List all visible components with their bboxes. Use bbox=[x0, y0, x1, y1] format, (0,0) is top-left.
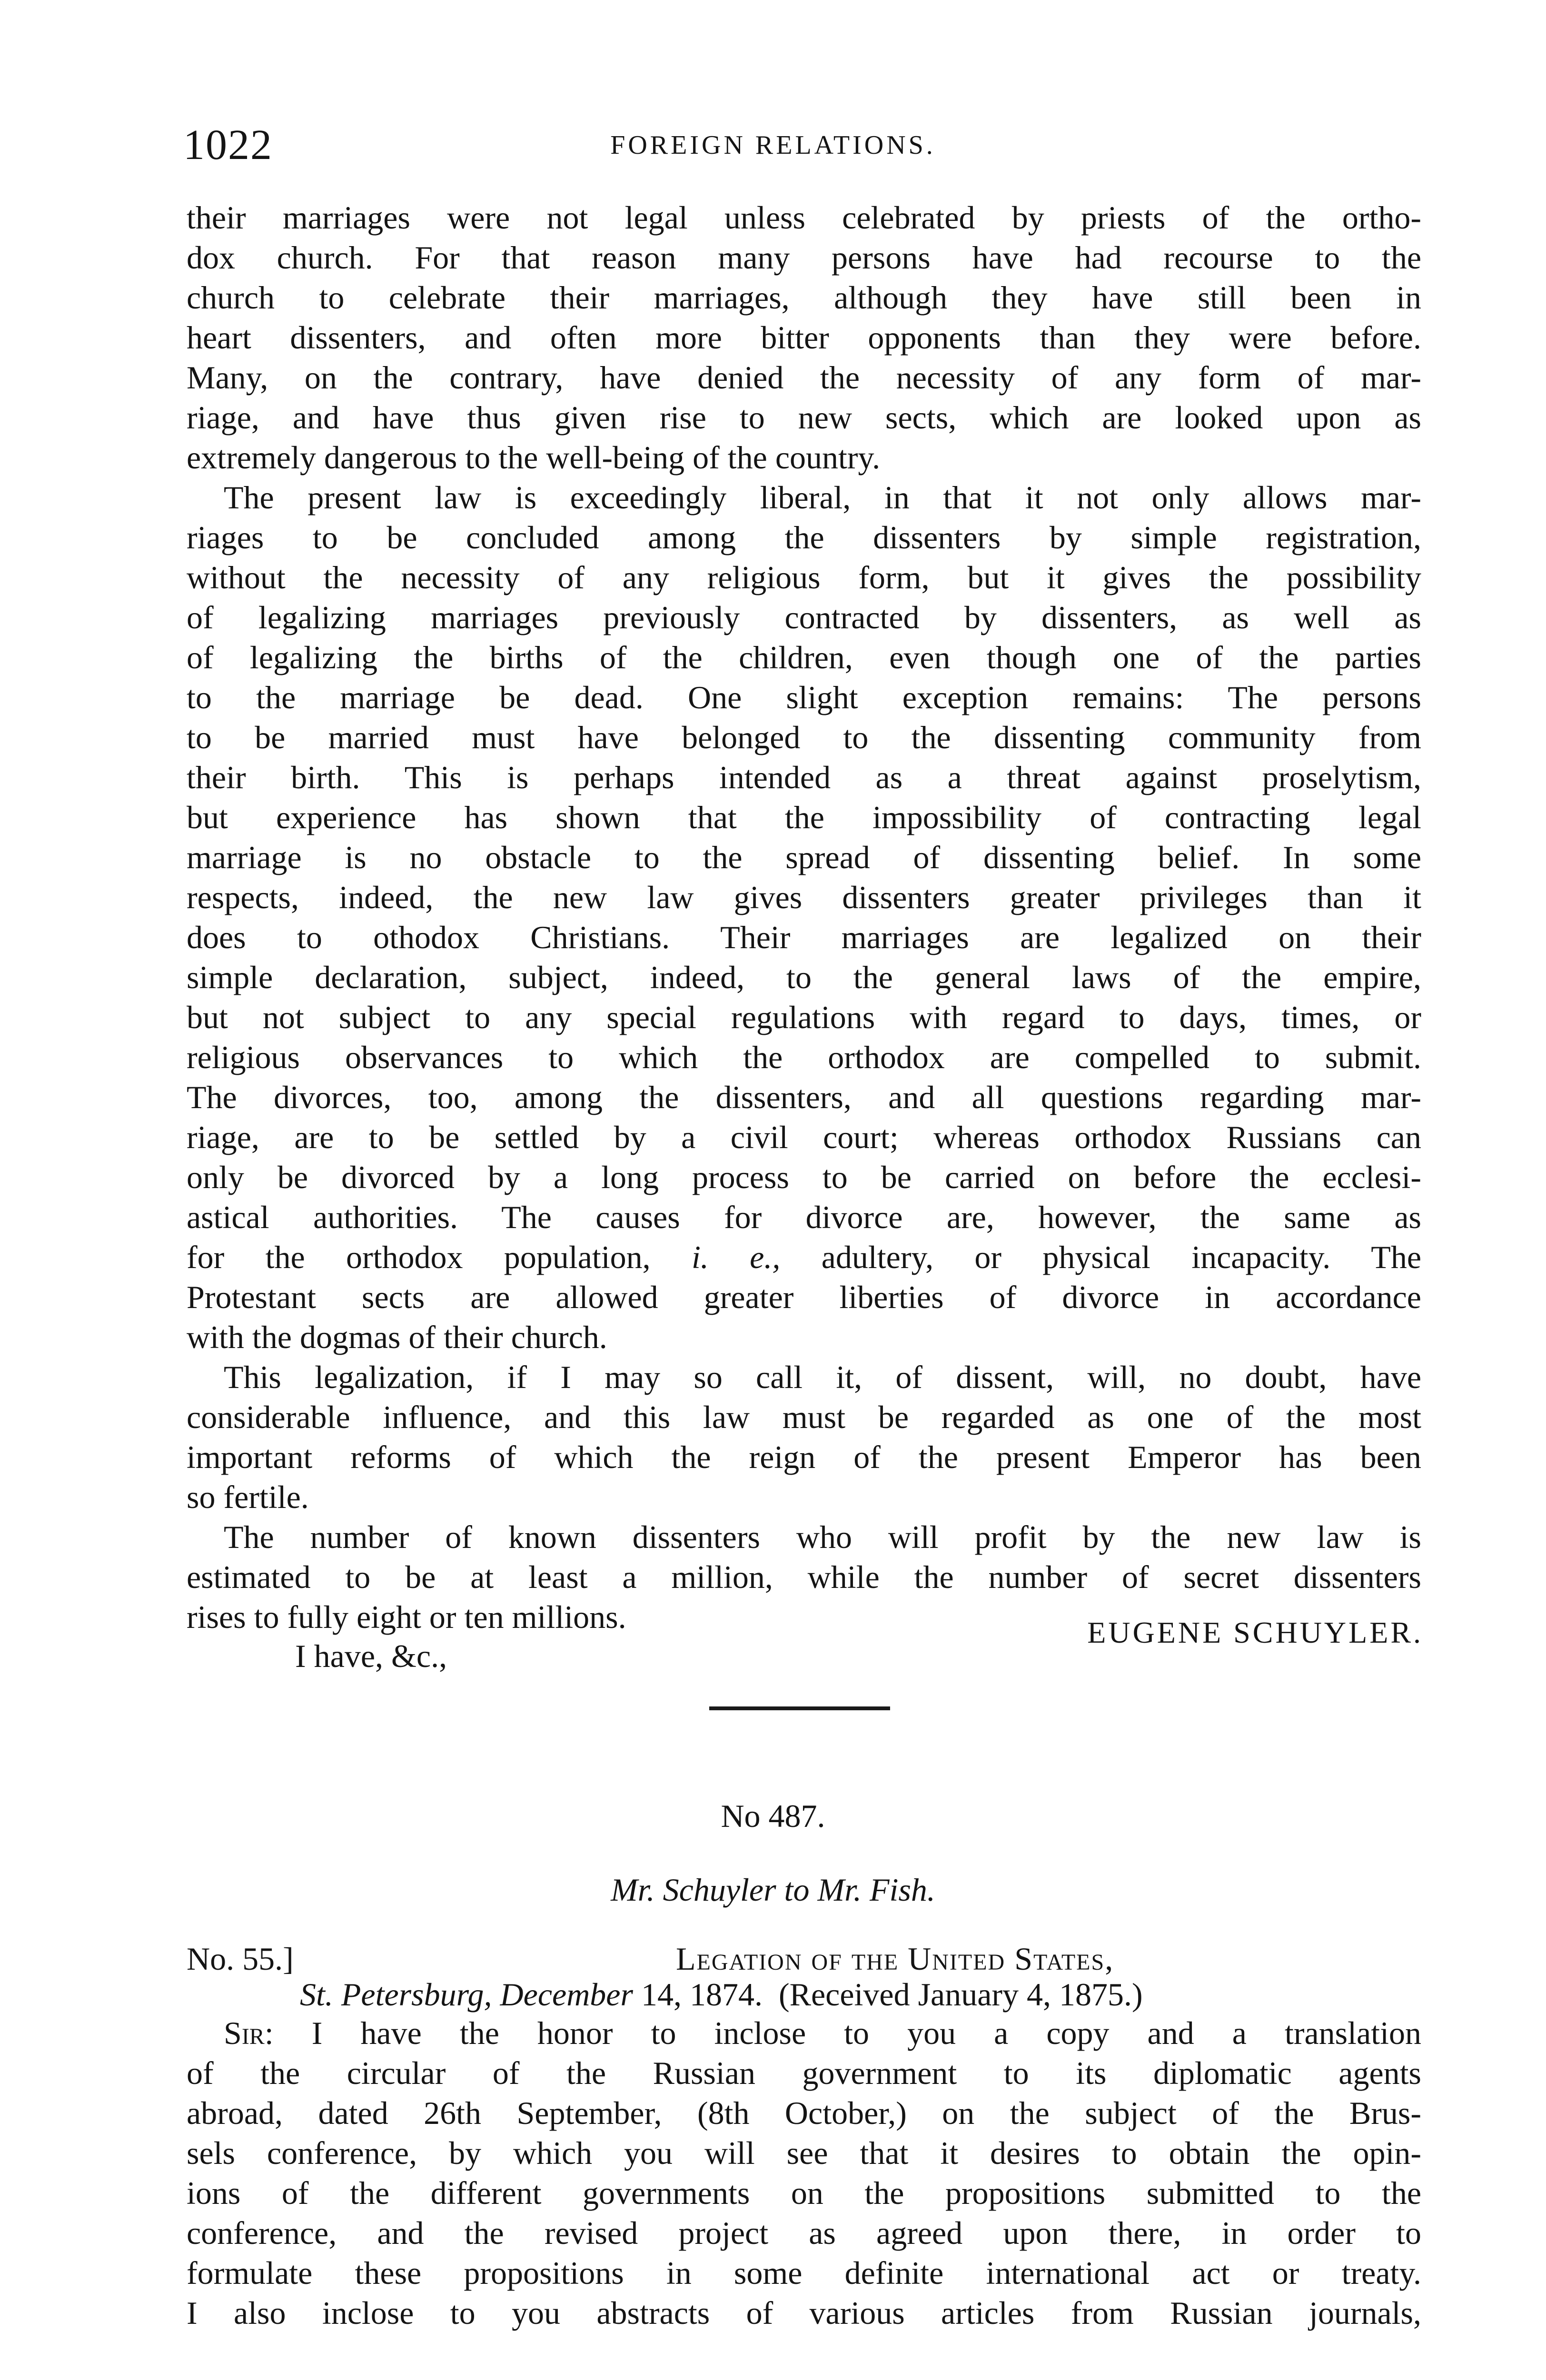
body-line: does to othodox Christians. Their marriages are legalized on their bbox=[187, 919, 1421, 955]
body-line bbox=[187, 2333, 1421, 2373]
page-number: 1022 bbox=[183, 121, 273, 169]
received-note: (Received January 4, 1875.) bbox=[778, 1976, 1143, 2013]
dispatch-number: No. 55.] bbox=[187, 1941, 294, 1977]
body-line: riage, are to be settled by a civil court; whereas orthodox Russians can bbox=[187, 1119, 1421, 1155]
text-run: I have the honor to inclose to you a copy and a translation bbox=[311, 2015, 1422, 2051]
body-line: religious observances to which the orthodox are compelled to submit. bbox=[187, 1039, 1421, 1075]
body-line: but not subject to any special regulations with regard to days, times, or bbox=[187, 999, 1421, 1035]
body-line: considerable influence, and this law must be regarded as one of the most bbox=[187, 1399, 1421, 1435]
body-line: I also inclose to you abstracts of various articles from Russian journals, bbox=[187, 2295, 1421, 2331]
body-line: astical authorities. The causes for divorce are, however, the same as bbox=[187, 1199, 1421, 1235]
body-line: dox church. For that reason many persons have had recourse to the bbox=[187, 239, 1421, 276]
body-line: their birth. This is perhaps intended as a threat against proselytism, bbox=[187, 759, 1421, 795]
body-line: The divorces, too, among the dissenters, and all questions regarding mar- bbox=[187, 1079, 1421, 1115]
place-date-line bbox=[300, 1973, 1143, 2016]
body-line: with the dogmas of their church. bbox=[187, 1319, 607, 1355]
body-line: only be divorced by a long process to be carried on before the ecclesi- bbox=[187, 1159, 1421, 1195]
body-line: heart dissenters, and often more bitter opponents than they were before. bbox=[187, 319, 1421, 356]
salutation: Sir: bbox=[224, 2015, 274, 2051]
body-line bbox=[224, 2013, 1421, 2053]
place-date: St. Petersburg, December bbox=[300, 1976, 633, 2013]
body-line: their marriages were not legal unless celebrated by priests of the ortho- bbox=[187, 199, 1421, 236]
body-line: estimated to be at least a million, while the number of secret dissenters bbox=[187, 1559, 1421, 1595]
body-line: The present law is exceedingly liberal, in that it not only allows mar- bbox=[224, 479, 1421, 516]
body-line: without the necessity of any religious form, but it gives the possibility bbox=[187, 559, 1421, 595]
body-line: so fertile. bbox=[187, 1479, 309, 1515]
body-line: ions of the different governments on the propositions submitted to the bbox=[187, 2175, 1421, 2211]
body-line: conference, and the revised project as agreed upon there, in order to bbox=[187, 2215, 1421, 2251]
body-line: extremely dangerous to the well-being of the country. bbox=[187, 439, 881, 476]
body-line: marriage is no obstacle to the spread of dissenting belief. In some bbox=[187, 839, 1421, 875]
signature: EUGENE SCHUYLER. bbox=[1087, 1616, 1423, 1649]
body-line: This legalization, if I may so call it, of dissent, will, no doubt, have bbox=[224, 1359, 1421, 1395]
body-line: The number of known dissenters who will profit by the new law is bbox=[224, 1519, 1421, 1555]
running-head: FOREIGN RELATIONS. bbox=[610, 130, 936, 160]
body-line: to be married must have belonged to the dissenting community from bbox=[187, 719, 1421, 755]
body-line: of legalizing marriages previously contracted by dissenters, as well as bbox=[187, 599, 1421, 635]
body-line: riages to be concluded among the dissenters by simple registration, bbox=[187, 519, 1421, 555]
body-line: abroad, dated 26th September, (8th October,) on the subject of the Brus- bbox=[187, 2095, 1421, 2131]
body-line bbox=[187, 1237, 1421, 1277]
text-run: adultery, or physical incapacity. The bbox=[821, 1239, 1422, 1275]
text-run-italic: i. e., bbox=[691, 1239, 781, 1275]
document-title: Mr. Schuyler to Mr. Fish. bbox=[611, 1872, 935, 1908]
body-line: riage, and have thus given rise to new sects, which are looked upon as bbox=[187, 399, 1421, 436]
text-run: for the orthodox population, bbox=[187, 1239, 651, 1275]
legation-heading: Legation of the United States, bbox=[676, 1941, 1114, 1977]
document-number: No 487. bbox=[721, 1798, 825, 1834]
section-divider bbox=[709, 1706, 890, 1710]
body-line: to the marriage be dead. One slight exception remains: The persons bbox=[187, 679, 1421, 715]
body-line: important reforms of which the reign of the present Emperor has been bbox=[187, 1439, 1421, 1475]
body-line: of legalizing the births of the children, even though one of the parties bbox=[187, 639, 1421, 675]
body-line: church to celebrate their marriages, although they have still been in bbox=[187, 279, 1421, 316]
body-line: Many, on the contrary, have denied the necessity of any form of mar- bbox=[187, 359, 1421, 396]
body-line: sels conference, by which you will see that it desires to obtain the opin- bbox=[187, 2135, 1421, 2171]
body-line: formulate these propositions in some definite international act or treaty. bbox=[187, 2255, 1421, 2291]
body-line: rises to fully eight or ten millions. bbox=[187, 1599, 626, 1635]
body-line: of the circular of the Russian government to its diplomatic agents bbox=[187, 2055, 1421, 2091]
closing-salutation: I have, &c., bbox=[295, 1638, 447, 1674]
body-line: simple declaration, subject, indeed, to the general laws of the empire, bbox=[187, 959, 1421, 995]
body-line: Protestant sects are allowed greater liberties of divorce in accordance bbox=[187, 1279, 1421, 1315]
date-year: 14, 1874. bbox=[641, 1976, 763, 2013]
body-line: respects, indeed, the new law gives dissenters greater privileges than it bbox=[187, 879, 1421, 915]
body-line: but experience has shown that the impossibility of contracting legal bbox=[187, 799, 1421, 835]
